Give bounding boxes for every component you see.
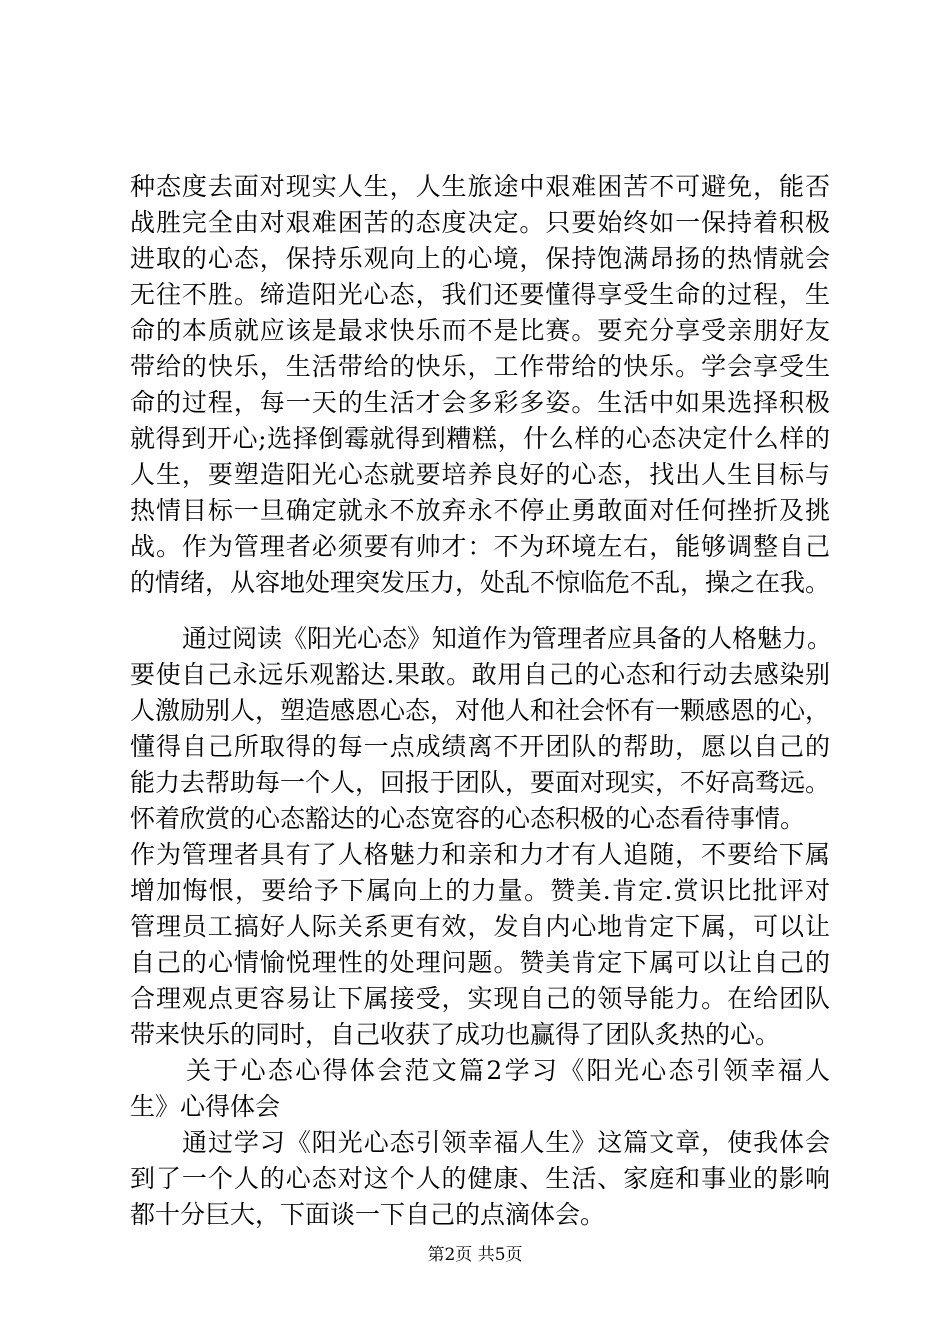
text-line: 带来快乐的同时，自己收获了成功也赢得了团队炙热的心。 [130,1020,781,1049]
paragraph-first-line: 通过学习《阳光心态引领幸福人生》这篇文章，使我体会 [182,1128,830,1157]
text-line: 合理观点更容易让下属接受，实现自己的领导能力。在给团队 [130,984,830,1013]
text-line: 无往不胜。缔造阳光心态，我们还要懂得享受生命的过程，生 [130,280,830,309]
text-line: 能力去帮助每一个人，回报于团队，要面对现实，不好高骛远。 [130,768,831,797]
section-heading-continuation: 生》心得体会 [130,1092,281,1121]
text-line: 种态度去面对现实人生，人生旅途中艰难困苦不可避免，能否 [130,172,830,201]
text-line: 到了一个人的心态对这个人的健康、生活、家庭和事业的影响 [130,1164,830,1193]
page-footer: 第2页 共5页 [427,1245,523,1265]
text-line: 进取的心态，保持乐观向上的心境，保持饱满昂扬的热情就会 [130,244,830,273]
text-line: 热情目标一旦确定就永不放弃永不停止勇敢面对任何挫折及挑 [130,496,830,525]
text-line: 管理员工搞好人际关系更有效，发自内心地肯定下属，可以让 [130,912,830,941]
text-line: 战。作为管理者必须要有帅才：不为环境左右，能够调整自己 [130,532,830,561]
text-line: 就得到开心;选择倒霉就得到糟糕，什么样的心态决定什么样的 [130,424,830,453]
text-line: 怀着欣赏的心态豁达的心态宽容的心态积极的心态看待事情。 [130,804,806,833]
text-line: 要使自己永远乐观豁达.果敢。敢用自己的心态和行动去感染别 [130,660,830,689]
text-line: 人生，要塑造阳光心态就要培养良好的心态，找出人生目标与 [130,460,830,489]
text-line: 懂得自己所取得的每一点成绩离不开团队的帮助，愿以自己的 [130,732,830,761]
text-line: 作为管理者具有了人格魅力和亲和力才有人追随，不要给下属 [130,840,830,869]
text-line: 增加悔恨，要给予下属向上的力量。赞美.肯定.赏识比批评对 [130,876,830,905]
text-line: 都十分巨大，下面谈一下自己的点滴体会。 [130,1200,606,1229]
text-line: 的情绪，从容地处理突发压力，处乱不惊临危不乱，操之在我。 [130,568,831,597]
paragraph-first-line: 通过阅读《阳光心态》知道作为管理者应具备的人格魅力。 [182,624,833,653]
text-line: 带给的快乐，生活带给的快乐，工作带给的快乐。学会享受生 [130,352,830,381]
section-heading: 关于心态心得体会范文篇2学习《阳光心态引领幸福人 [186,1056,830,1085]
text-line: 战胜完全由对艰难困苦的态度决定。只要始终如一保持着积极 [130,208,830,237]
text-line: 自己的心情愉悦理性的处理问题。赞美肯定下属可以让自己的 [130,948,830,977]
text-line: 命的本质就应该是最求快乐而不是比赛。要充分享受亲朋好友 [130,316,830,345]
text-line: 人激励别人，塑造感恩心态，对他人和社会怀有一颗感恩的心， [130,696,831,725]
text-line: 命的过程，每一天的生活才会多彩多姿。生活中如果选择积极 [130,388,830,417]
